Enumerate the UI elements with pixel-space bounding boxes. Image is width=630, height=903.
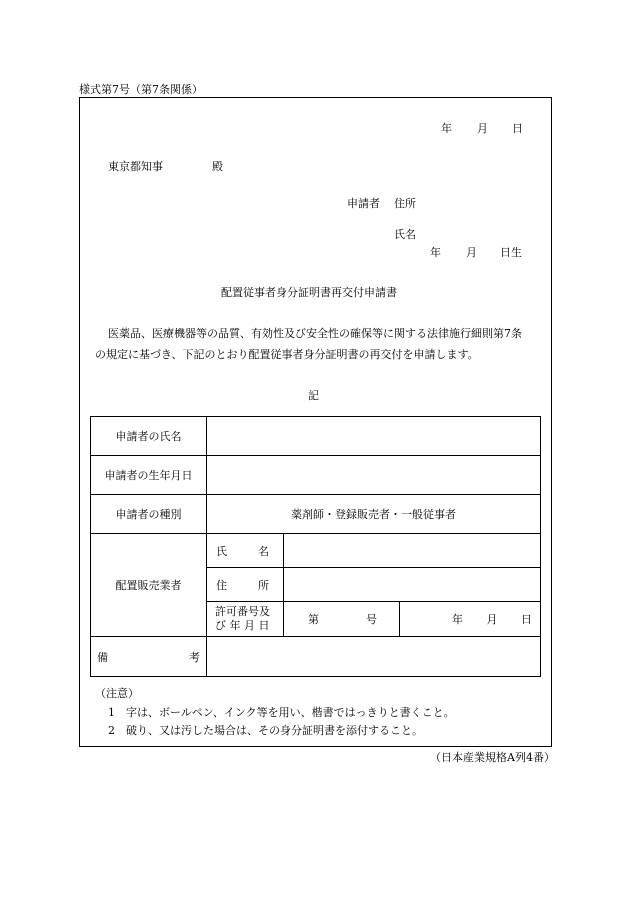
addressee-title: 東京都知事 xyxy=(108,160,163,173)
date-year: 年 xyxy=(441,122,452,135)
permit-label: 許可番号及 び 年 月 日 xyxy=(207,602,284,637)
body-text-line-2: の規定に基づき、下記のとおり配置従事者身分証明書の再交付を申請します。 xyxy=(95,348,479,361)
note-item: 2 破り、又は汚した場合は、その身分証明書を添付すること。 xyxy=(108,724,423,737)
applicant-label: 申請者 xyxy=(347,197,380,210)
permit-number-field[interactable]: 第 号 xyxy=(284,602,400,637)
distributor-name-label: 氏 名 xyxy=(207,534,284,568)
note-item: 1 字は、ボールペン、インク等を用い、楷書ではっきりと書くこと。 xyxy=(108,706,455,719)
date-day: 日 xyxy=(512,122,523,135)
applicant-name-label-cell: 申請者の氏名 xyxy=(91,417,207,456)
application-table xyxy=(90,416,541,677)
distributor-label-cell: 配置販売業者 xyxy=(91,534,207,637)
form-title: 配置従事者身分証明書再交付申請書 xyxy=(221,286,397,299)
applicant-type-label-cell: 申請者の種別 xyxy=(91,495,207,534)
birth-day: 日生 xyxy=(500,246,522,259)
distributor-address-field[interactable] xyxy=(284,568,541,602)
distributor-address-label: 住 所 xyxy=(207,568,284,602)
body-text-line-1: 医薬品、医療機器等の品質、有効性及び安全性の確保等に関する法律施行細則第7条 xyxy=(108,327,522,340)
remarks-field[interactable] xyxy=(207,637,541,677)
notes-title: （注意） xyxy=(95,687,139,700)
paper-size-note: （日本産業規格A列4番） xyxy=(430,751,555,764)
applicant-birthdate-field[interactable] xyxy=(207,456,541,495)
distributor-name-field[interactable] xyxy=(284,534,541,568)
row-applicant-birthdate xyxy=(91,456,541,495)
applicant-address-label: 住所 xyxy=(394,197,416,210)
applicant-name-label: 氏名 xyxy=(394,228,416,241)
row-applicant-name xyxy=(91,417,541,456)
birth-month: 月 xyxy=(466,246,477,259)
remarks-label: 備 考 xyxy=(91,637,207,677)
addressee-honorific: 殿 xyxy=(212,160,223,173)
applicant-type-options[interactable]: 薬剤師・登録販売者・一般従事者 xyxy=(207,495,541,534)
applicant-name-field[interactable] xyxy=(207,417,541,456)
form-reference: 様式第7号（第7条関係） xyxy=(79,83,203,96)
birth-year: 年 xyxy=(430,246,441,259)
permit-date-field[interactable]: 年 月 日 xyxy=(400,602,541,637)
date-month: 月 xyxy=(477,122,488,135)
applicant-birthdate-label-cell: 申請者の生年月日 xyxy=(91,456,207,495)
row-distributor-name xyxy=(91,534,541,568)
row-applicant-type xyxy=(91,495,541,534)
ki-heading: 記 xyxy=(308,389,319,402)
row-remarks xyxy=(91,637,541,677)
